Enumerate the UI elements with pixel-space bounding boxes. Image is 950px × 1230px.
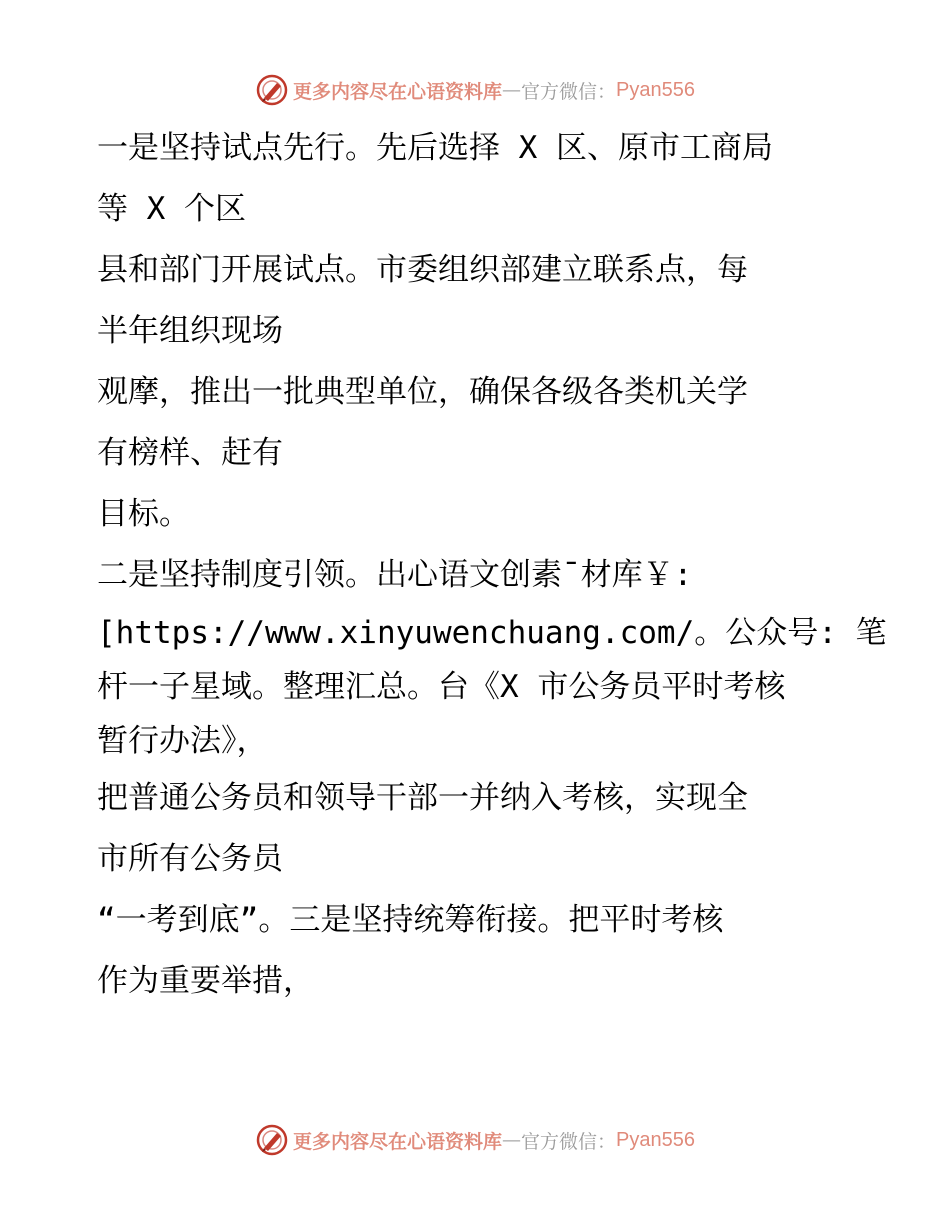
text-line: 杆一子星域。整理汇总。台《X 市公务员平时考核 bbox=[97, 669, 786, 705]
text-line: 二是坚持制度引领。出心语文创素¯材库￥: bbox=[97, 557, 693, 593]
banner-title: 更多内容尽在心语资料库 bbox=[293, 1130, 503, 1153]
text-line: 观摩，推出一批典型单位，确保各级各类机关学 bbox=[97, 374, 748, 410]
banner-dash: — bbox=[502, 79, 522, 101]
text-line: 有榜样、赶有 bbox=[97, 435, 283, 471]
text-line: 暂行办法》， bbox=[97, 723, 268, 759]
text-line: [https://www.xinyuwenchuang.com/。公众号: 笔 bbox=[97, 615, 887, 651]
banner-title: 更多内容尽在心语资料库 bbox=[293, 80, 503, 103]
banner-wechat-id: Pyan556 bbox=[616, 1128, 695, 1151]
pen-nib-logo-icon bbox=[255, 73, 289, 107]
text-line: 市所有公务员 bbox=[97, 841, 283, 877]
text-line: 县和部门开展试点。市委组织部建立联系点，每 bbox=[97, 252, 748, 288]
text-line: 等 X 个区 bbox=[97, 191, 246, 227]
text-line: 半年组织现场 bbox=[97, 313, 283, 349]
text-line: 一是坚持试点先行。先后选择 X 区、原市工商局 bbox=[97, 130, 773, 166]
footer-banner bbox=[0, 1120, 950, 1160]
banner-wechat-id: Pyan556 bbox=[616, 78, 695, 101]
banner-label: 官方微信： bbox=[521, 1130, 617, 1153]
text-line: 作为重要举措， bbox=[97, 963, 314, 999]
header-banner bbox=[0, 70, 950, 110]
body-text bbox=[97, 118, 887, 1012]
text-line: 目标。 bbox=[97, 496, 190, 532]
text-line: 把普通公务员和领导干部一并纳入考核，实现全 bbox=[97, 780, 748, 816]
text-line: “一考到底”。三是坚持统筹衔接。把平时考核 bbox=[97, 902, 724, 938]
banner-label: 官方微信： bbox=[521, 80, 617, 103]
banner-dash: — bbox=[502, 1129, 522, 1151]
pen-nib-logo-icon bbox=[255, 1123, 289, 1157]
